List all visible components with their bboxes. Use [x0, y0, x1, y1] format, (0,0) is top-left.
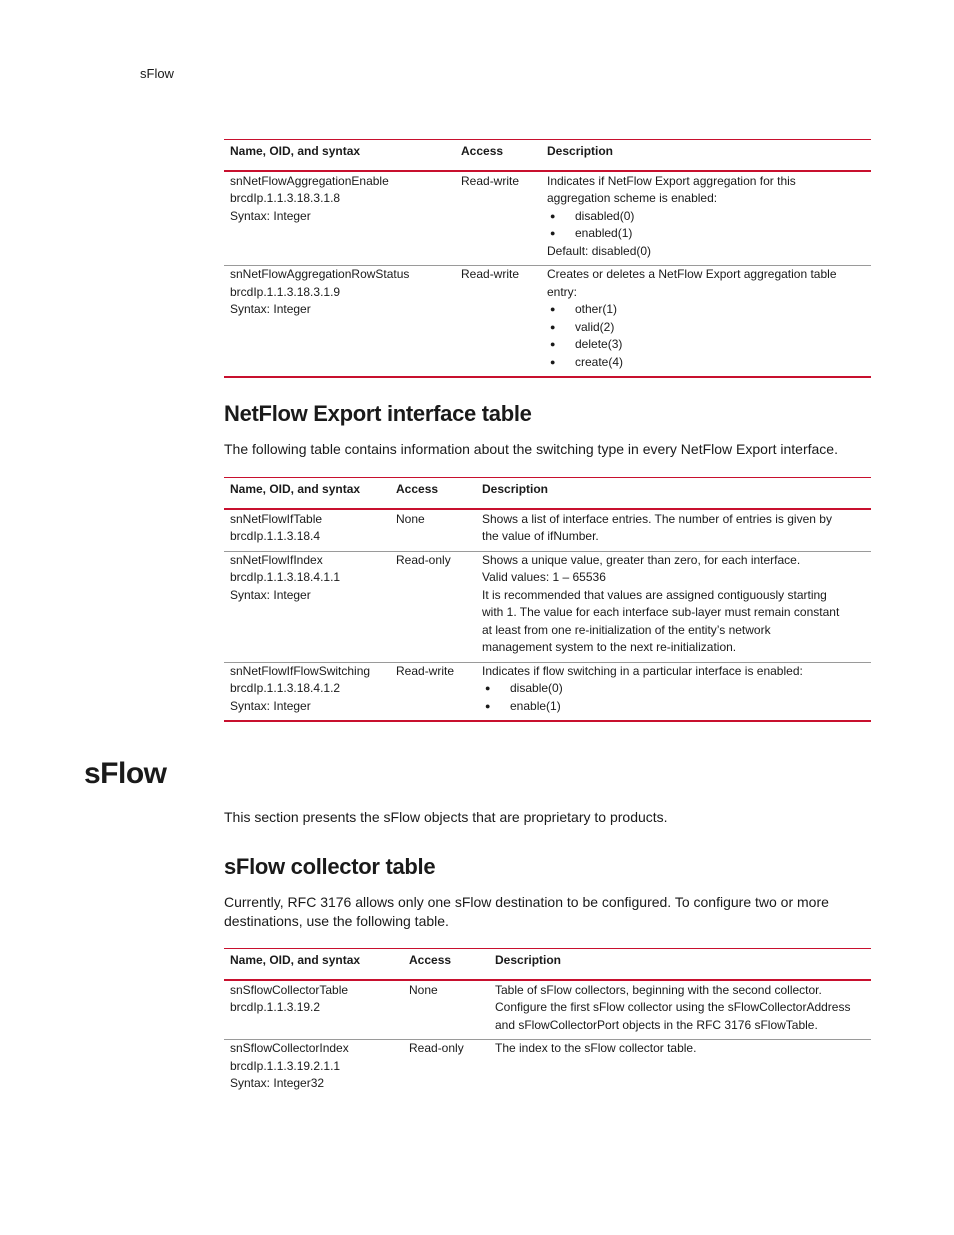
name-line: Syntax: Integer — [230, 302, 311, 316]
netflow-if-heading: NetFlow Export interface table — [224, 401, 532, 426]
netflow-if-table — [224, 477, 871, 722]
table-row — [224, 662, 871, 721]
table-row — [224, 509, 871, 552]
cell-access: None — [390, 509, 476, 552]
description-line: Creates or deletes a NetFlow Export aggregation table — [547, 267, 837, 281]
collector-intro-line: Currently, RFC 3176 allows only one sFlow destination to be configured. To configure two or more — [224, 894, 829, 910]
name-line: brcdIp.1.1.3.19.2 — [230, 1000, 321, 1014]
cell-access: Read-write — [455, 171, 541, 266]
sflow-section-title: sFlow — [84, 757, 167, 790]
name-line: brcdIp.1.1.3.18.3.1.9 — [230, 284, 341, 299]
name-line: brcdIp.1.1.3.19.2.1.1 — [230, 1058, 341, 1073]
name-line: brcdIp.1.1.3.18.4.1.1 — [230, 570, 341, 584]
col-header-access: Access — [390, 478, 476, 509]
bullet-item: ● delete(3) — [547, 336, 865, 354]
aggregation-table — [224, 139, 871, 378]
bullet-item: ● disabled(0) — [547, 208, 865, 226]
description-line: with 1. The value for each interface sub-layer must remain constant — [482, 605, 840, 619]
bullet-list — [547, 301, 865, 371]
cell-access: Read-write — [390, 662, 476, 721]
cell-access: Read-only — [390, 551, 476, 662]
running-head: sFlow — [140, 66, 174, 81]
table-row — [224, 1040, 871, 1098]
name-line: Syntax: Integer — [230, 698, 311, 713]
col-header-name: Name, OID, and syntax — [224, 140, 455, 171]
table-body — [224, 980, 871, 1098]
description-line: Configure the first sFlow collector using the sFlowCollectorAddress — [495, 1000, 851, 1014]
name-line: snNetFlowAggregationRowStatus — [230, 267, 410, 281]
cell-description — [476, 662, 871, 721]
description-line: Default: disabled(0) — [547, 243, 652, 258]
cell-name — [224, 662, 390, 721]
cell-name — [224, 980, 403, 1040]
table-row — [224, 551, 871, 662]
bullet-item: ● valid(2) — [547, 319, 865, 337]
col-header-description: Description — [476, 478, 871, 509]
table-body — [224, 509, 871, 722]
cell-name — [224, 171, 455, 266]
table-body — [224, 171, 871, 378]
sflow-intro: This section presents the sFlow objects that are proprietary to products. — [224, 809, 668, 825]
description-line: Indicates if NetFlow Export aggregation for this — [547, 173, 796, 188]
cell-access: Read-only — [409, 1041, 464, 1055]
name-line: snSflowCollectorTable — [230, 982, 349, 997]
cell-description — [476, 509, 871, 552]
description-line: aggregation scheme is enabled: — [547, 191, 718, 205]
description-line: Valid values: 1 – 65536 — [482, 570, 606, 584]
cell-name — [224, 1040, 403, 1098]
name-line: brcdIp.1.1.3.18.4 — [230, 529, 321, 543]
name-line: brcdIp.1.1.3.18.4.1.2 — [230, 681, 341, 695]
description-line: management system to the next re-initialization. — [482, 640, 737, 654]
description-line: Indicates if flow switching in a particular interface is enabled: — [482, 663, 803, 678]
collector-table — [224, 948, 871, 1098]
cell-name — [224, 551, 390, 662]
bullet-list — [547, 208, 865, 243]
table-row — [224, 980, 871, 1040]
bullet-item: ● enabled(1) — [547, 225, 865, 243]
name-line: snNetFlowIfFlowSwitching — [230, 663, 371, 678]
name-line: snNetFlowIfTable — [230, 511, 323, 526]
collector-intro — [224, 893, 872, 931]
bullet-item: ● other(1) — [547, 301, 865, 319]
description-line: the value of ifNumber. — [482, 529, 599, 543]
description-line: entry: — [547, 284, 578, 299]
cell-description — [489, 980, 871, 1040]
col-header-name: Name, OID, and syntax — [224, 949, 403, 980]
name-line: snNetFlowAggregationEnable — [230, 173, 389, 188]
description-line: and sFlowCollectorPort objects in the RFC 3176 sFlowTable. — [495, 1017, 818, 1032]
description-line: Shows a list of interface entries. The number of entries is given by — [482, 511, 832, 526]
cell-access: Read-write — [455, 266, 541, 378]
cell-description — [476, 551, 871, 662]
table-row — [224, 266, 871, 378]
cell-description — [541, 171, 871, 266]
bullet-item: ● disable(0) — [482, 680, 865, 698]
cell-name — [224, 266, 455, 378]
name-line: snNetFlowIfIndex — [230, 552, 323, 567]
name-line: brcdIp.1.1.3.18.3.1.8 — [230, 191, 341, 205]
description-line: The index to the sFlow collector table. — [495, 1041, 697, 1055]
description-line: at least from one re-initialization of the entity’s network — [482, 622, 771, 637]
col-header-name: Name, OID, and syntax — [224, 478, 390, 509]
collector-intro-line: destinations, use the following table. — [224, 913, 449, 929]
bullet-item: ● create(4) — [547, 354, 865, 372]
name-line: snSflowCollectorIndex — [230, 1041, 349, 1055]
cell-description — [541, 266, 871, 378]
netflow-if-intro: The following table contains information about the switching type in every NetFlow Export interface. — [224, 441, 838, 457]
description-line: Shows a unique value, greater than zero, for each interface. — [482, 552, 801, 567]
name-line: Syntax: Integer32 — [230, 1076, 325, 1090]
bullet-list — [482, 680, 865, 715]
cell-name — [224, 509, 390, 552]
bullet-item: ● enable(1) — [482, 698, 865, 716]
name-line: Syntax: Integer — [230, 208, 311, 223]
description-line: It is recommended that values are assigned contiguously starting — [482, 587, 827, 602]
col-header-description: Description — [541, 140, 871, 171]
collector-heading: sFlow collector table — [224, 854, 436, 879]
table-row — [224, 171, 871, 266]
name-line: Syntax: Integer — [230, 587, 311, 602]
col-header-access: Access — [455, 140, 541, 171]
cell-access: None — [403, 980, 489, 1040]
col-header-description: Description — [489, 949, 871, 980]
description-line: Table of sFlow collectors, beginning with the second collector. — [495, 982, 822, 997]
col-header-access: Access — [403, 949, 489, 980]
cell-description — [489, 1040, 871, 1098]
